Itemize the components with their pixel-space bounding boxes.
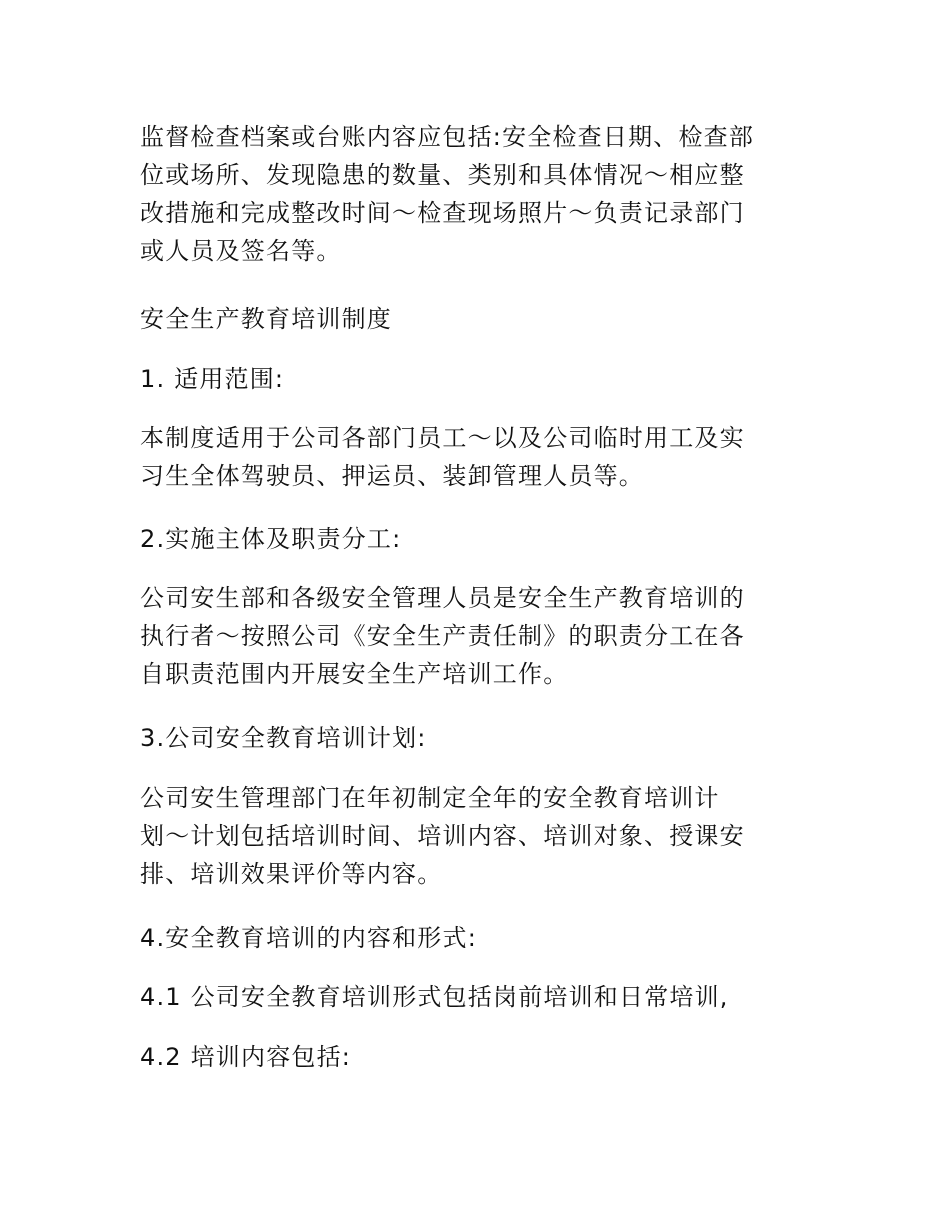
text-line: 1. 适用范围: <box>140 365 285 393</box>
paragraph-training-plan <box>140 779 800 893</box>
heading-content-and-form <box>140 919 800 957</box>
text-line: 本制度适用于公司各部门员工～以及公司临时用工及实 <box>140 424 745 452</box>
heading-scope <box>140 360 800 398</box>
text-line: 习生全体驾驶员、押运员、装卸管理人员等。 <box>140 462 644 490</box>
text-line: 4.1 公司安全教育培训形式包括岗前培训和日常培训, <box>140 983 729 1011</box>
text-line: 2.实施主体及职责分工: <box>140 525 402 553</box>
paragraph-inspection-records <box>140 118 800 270</box>
text-line: 4.2 培训内容包括: <box>140 1043 352 1071</box>
text-line: 公司安生管理部门在年初制定全年的安全教育培训计 <box>140 784 720 812</box>
item-4-2 <box>140 1038 800 1076</box>
text-line: 自职责范围内开展安全生产培训工作。 <box>140 660 569 688</box>
text-line: 执行者～按照公司《安全生产责任制》的职责分工在各 <box>140 622 745 650</box>
section-heading-training-system <box>140 300 800 338</box>
text-line: 公司安生部和各级安全管理人员是安全生产教育培训的 <box>140 584 745 612</box>
paragraph-responsibilities <box>140 579 800 693</box>
paragraph-scope <box>140 419 800 495</box>
heading-training-plan <box>140 719 800 757</box>
text-line: 排、培训效果评价等内容。 <box>140 860 443 888</box>
text-line: 位或场所、发现隐患的数量、类别和具体情况～相应整 <box>140 161 745 189</box>
text-line: 4.安全教育培训的内容和形式: <box>140 924 477 952</box>
text-line: 改措施和完成整改时间～检查现场照片～负责记录部门 <box>140 199 745 227</box>
text-line: 划～计划包括培训时间、培训内容、培训对象、授课安 <box>140 822 745 850</box>
text-line: 或人员及签名等。 <box>140 237 342 265</box>
text-line: 安全生产教育培训制度 <box>140 305 392 333</box>
item-4-1 <box>140 978 800 1016</box>
text-line: 监督检查档案或台账内容应包括:安全检查日期、检查部 <box>140 123 755 151</box>
text-line: 3.公司安全教育培训计划: <box>140 724 427 752</box>
heading-responsibilities <box>140 520 800 558</box>
